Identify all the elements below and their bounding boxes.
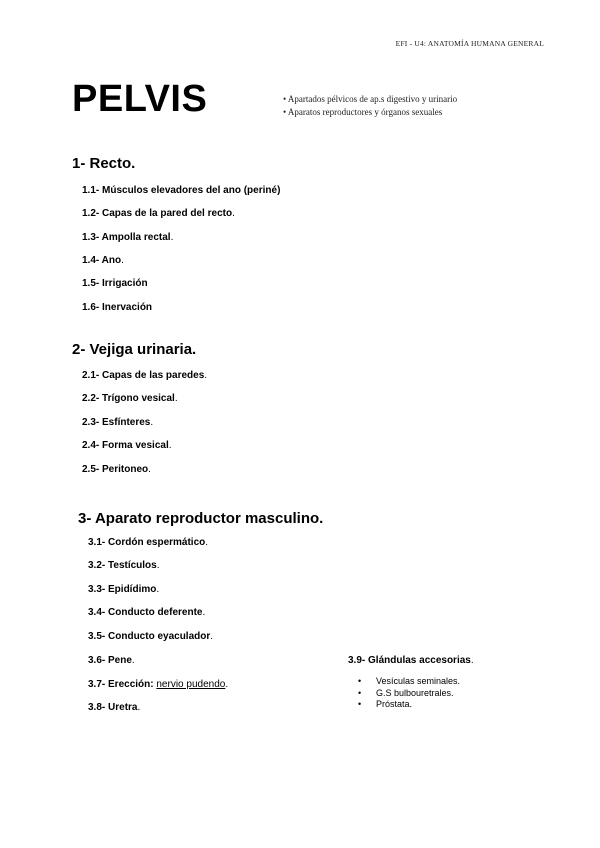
item-number: 3.1-: [88, 537, 106, 548]
item-suffix: .: [156, 560, 160, 571]
item-text: Epidídimo: [108, 584, 157, 595]
item-number: 3.5-: [88, 631, 106, 642]
list-item: [82, 371, 207, 381]
item-number: 2.1-: [82, 370, 100, 381]
list-item: [82, 233, 173, 243]
page-header: EFI - U4: ANATOMÍA HUMANA GENERAL: [395, 39, 544, 48]
item-text: Ampolla rectal: [101, 232, 171, 243]
section-title-vejiga: 2- Vejiga urinaria.: [72, 341, 197, 358]
item-text: Uretra: [108, 702, 138, 713]
item-suffix: .: [131, 655, 135, 666]
glands-heading: [348, 656, 474, 666]
list-item: [88, 656, 135, 666]
list-item: [82, 209, 235, 219]
item-number: 3.2-: [88, 560, 106, 571]
list-item: [82, 441, 172, 451]
item-number: 3.8-: [88, 702, 106, 713]
item-number: 1.2-: [82, 208, 100, 219]
item-suffix: .: [205, 537, 209, 548]
item-number: 1.3-: [82, 232, 100, 243]
list-item: [88, 608, 205, 618]
glands-list: [360, 676, 460, 711]
item-number: 3.9-: [348, 655, 366, 666]
intro-note: • Apartados pélvicos de ap.s digestivo y urinario: [283, 94, 458, 104]
item-text: Conducto deferente: [108, 607, 203, 618]
item-suffix: .: [204, 370, 208, 381]
item-text: Pene: [108, 655, 132, 666]
item-text: Esfínteres: [102, 417, 151, 428]
item-text: Capas de la pared del recto: [102, 208, 233, 219]
item-suffix: .: [137, 702, 141, 713]
item-suffix: .: [225, 679, 229, 690]
list-item: [88, 632, 213, 642]
item-number: 3.3-: [88, 584, 106, 595]
item-suffix: .: [470, 655, 474, 666]
item-number: 1.1-: [82, 185, 100, 196]
list-item: [82, 256, 124, 266]
list-item: [88, 703, 140, 713]
item-number: 3.6-: [88, 655, 106, 666]
item-suffix: .: [174, 393, 178, 404]
list-item: [82, 279, 148, 289]
list-item: [88, 561, 160, 571]
item-number: 2.3-: [82, 417, 100, 428]
section-title-recto: 1- Recto.: [72, 155, 136, 172]
section-title-aparato-reproductor: 3- Aparato reproductor masculino.: [78, 510, 324, 527]
list-item: [82, 465, 151, 475]
item-suffix: .: [170, 232, 174, 243]
list-item: • Próstata.: [360, 699, 460, 711]
item-number: 1.5-: [82, 278, 100, 289]
item-number: 1.4-: [82, 255, 100, 266]
item-text: Conducto eyaculador: [108, 631, 211, 642]
list-item: [88, 585, 159, 595]
item-suffix: .: [168, 440, 172, 451]
list-item: [82, 303, 152, 313]
item-text: Capas de las paredes: [102, 370, 205, 381]
item-text: Glándulas accesorias: [368, 655, 471, 666]
item-text: Inervación: [102, 302, 153, 313]
item-suffix: .: [210, 631, 214, 642]
item-text: Erección:: [108, 679, 154, 690]
item-number: 2.4-: [82, 440, 100, 451]
item-suffix: .: [150, 417, 154, 428]
list-item: [88, 538, 208, 548]
item-text: Cordón espermático: [108, 537, 206, 548]
item-suffix: .: [121, 255, 124, 266]
item-number: 2.2-: [82, 393, 100, 404]
list-item: [88, 680, 228, 690]
item-text: Forma vesical: [102, 440, 169, 451]
list-item: • Vesículas seminales.: [360, 676, 460, 688]
item-number: 3.7-: [88, 679, 106, 690]
item-number: 1.6-: [82, 302, 100, 313]
list-item: [82, 394, 178, 404]
intro-notes: [283, 93, 457, 119]
item-number: 2.5-: [82, 464, 100, 475]
item-text: Músculos elevadores del ano (periné): [102, 185, 281, 196]
item-suffix: .: [148, 464, 151, 475]
page-title: PELVIS: [72, 78, 208, 120]
list-item: • G.S bulbouretrales.: [360, 688, 460, 700]
item-text: Ano: [101, 255, 122, 266]
item-suffix: .: [232, 208, 235, 219]
item-text: Irrigación: [102, 278, 148, 289]
list-item: [82, 418, 153, 428]
item-suffix: .: [156, 584, 160, 595]
item-text: Peritoneo: [102, 464, 149, 475]
item-suffix: .: [202, 607, 206, 618]
nervio-pudendo-link[interactable]: nervio pudendo: [156, 679, 226, 690]
item-number: 3.4-: [88, 607, 106, 618]
item-text: Trígono vesical: [102, 393, 175, 404]
list-item: [82, 186, 280, 196]
intro-note: • Aparatos reproductores y órganos sexuales: [283, 107, 443, 117]
item-text: Testículos: [108, 560, 157, 571]
